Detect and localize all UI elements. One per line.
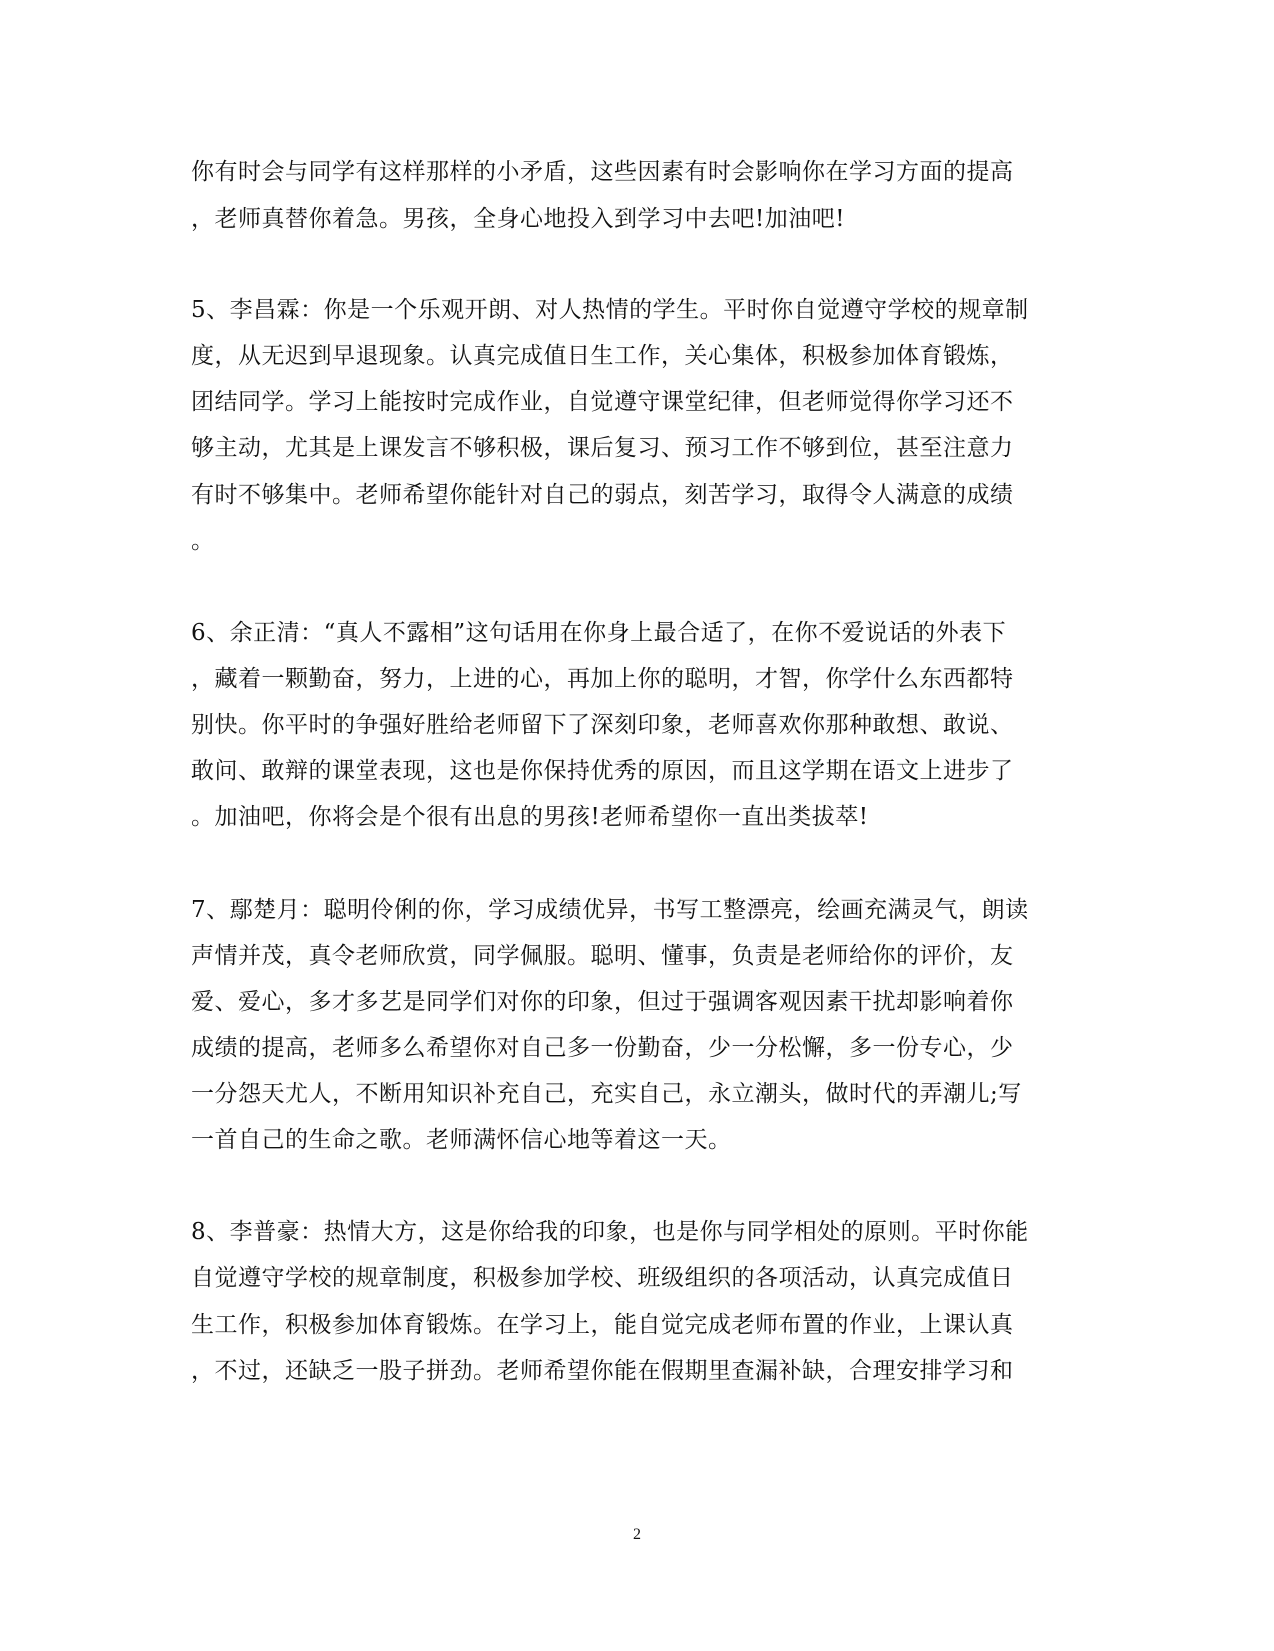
text-line: 。加油吧，你将会是个很有出息的男孩!老师希望你一直出类拔萃! xyxy=(191,804,869,830)
text-line: 5、李昌霖：你是一个乐观开朗、对人热情的学生。平时你自觉遵守学校的规章制 xyxy=(191,297,1029,323)
page-number: 2 xyxy=(633,1526,641,1543)
text-line: 敢问、敢辩的课堂表现，这也是你保持优秀的原因，而且这学期在语文上进步了 xyxy=(191,758,1014,784)
text-line: 度，从无迟到早退现象。认真完成值日生工作，关心集体，积极参加体育锻炼， xyxy=(191,343,1014,369)
text-line: 8、李普豪：热情大方，这是你给我的印象，也是你与同学相处的原则。平时你能 xyxy=(191,1219,1029,1245)
text-line: 别快。你平时的争强好胜给老师留下了深刻印象，老师喜欢你那种敢想、敢说、 xyxy=(191,712,1014,738)
text-line: 团结同学。学习上能按时完成作业，自觉遵守课堂纪律，但老师觉得你学习还不 xyxy=(191,389,1014,415)
text-line: 成绩的提高，老师多么希望你对自己多一份勤奋，少一分松懈，多一份专心，少 xyxy=(191,1035,1014,1061)
text-line: ，藏着一颗勤奋，努力，上进的心，再加上你的聪明，才智，你学什么东西都特 xyxy=(191,666,1014,692)
text-line: 一分怨天尤人，不断用知识补充自己，充实自己，永立潮头，做时代的弄潮儿;写 xyxy=(191,1081,1022,1107)
text-line: 。 xyxy=(191,528,215,554)
text-line: ，老师真替你着急。男孩，全身心地投入到学习中去吧!加油吧! xyxy=(191,206,845,232)
text-line: 7、鄢楚月：聪明伶俐的你，学习成绩优异，书写工整漂亮，绘画充满灵气，朗读 xyxy=(191,897,1029,923)
text-line: 你有时会与同学有这样那样的小矛盾，这些因素有时会影响你在学习方面的提高 xyxy=(191,159,1014,185)
text-line: ，不过，还缺乏一股子拼劲。老师希望你能在假期里查漏补缺，合理安排学习和 xyxy=(191,1358,1014,1384)
text-line: 生工作，积极参加体育锻炼。在学习上，能自觉完成老师布置的作业，上课认真 xyxy=(191,1312,1014,1338)
text-line: 够主动，尤其是上课发言不够积极，课后复习、预习工作不够到位，甚至注意力 xyxy=(191,435,1014,461)
text-line: 自觉遵守学校的规章制度，积极参加学校、班级组织的各项活动，认真完成值日 xyxy=(191,1265,1014,1291)
text-line: 爱、爱心，多才多艺是同学们对你的印象，但过于强调客观因素干扰却影响着你 xyxy=(191,989,1014,1015)
text-line: 6、余正清：“真人不露相”这句话用在你身上最合适了，在你不爱说话的外表下 xyxy=(191,620,1007,646)
text-line: 有时不够集中。老师希望你能针对自己的弱点，刻苦学习，取得令人满意的成绩 xyxy=(191,482,1014,508)
text-line: 声情并茂，真令老师欣赏，同学佩服。聪明、懂事，负责是老师给你的评价，友 xyxy=(191,943,1014,969)
text-line: 一首自己的生命之歌。老师满怀信心地等着这一天。 xyxy=(191,1127,732,1153)
